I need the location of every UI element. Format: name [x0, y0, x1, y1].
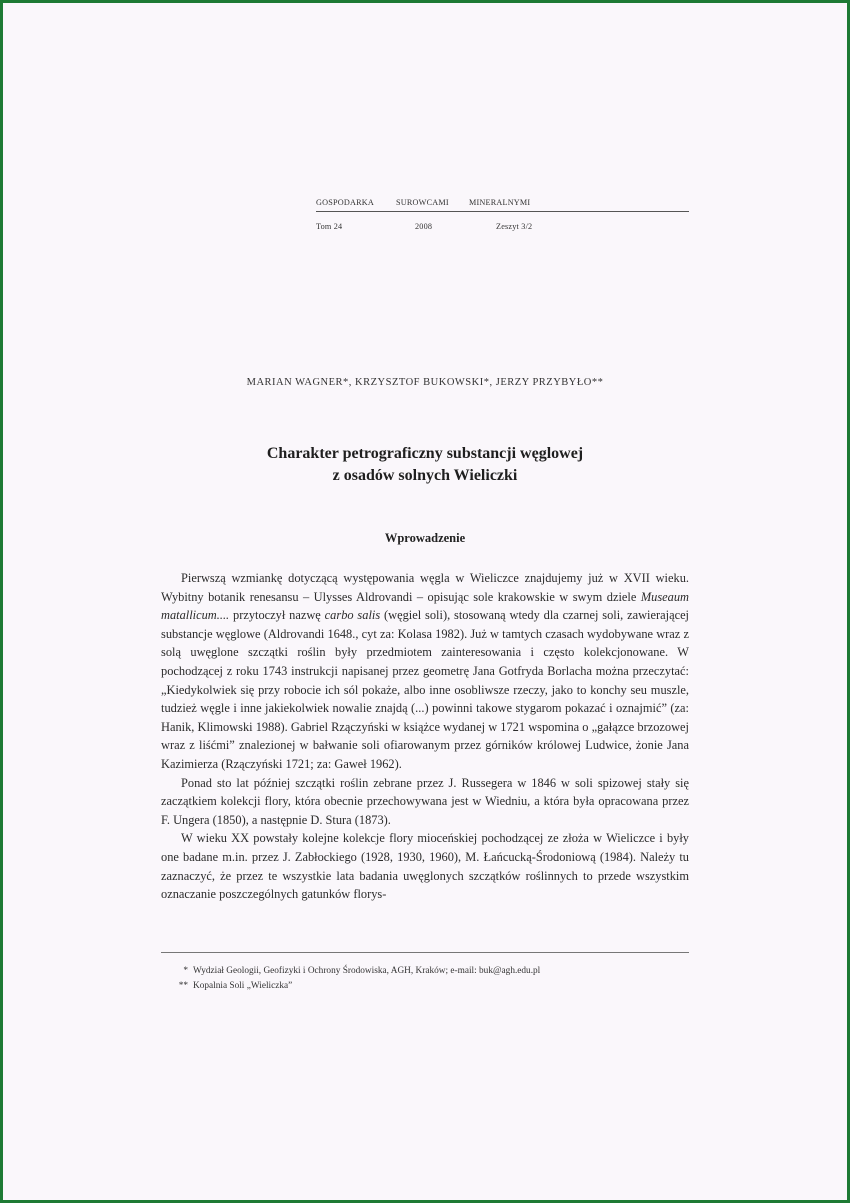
- italic-text: carbo salis: [324, 608, 381, 623]
- body-text: [161, 569, 689, 904]
- footnote-mark: **: [178, 981, 188, 991]
- section-heading: Wprowadzenie: [384, 531, 466, 545]
- paragraph-text: W wieku XX powstały kolejne kolekcje flory mioceńskiej pochodzącej ze złoża w Wieliczce i były one badane m.in. przez J. Zabłockiego (1928, 1930, 1960), M. Łańcucką-Środoniową (1984). Należy tu zaznaczyć, że przez te wszystkie lata badania uwęglonych szczątków roślinnych to przede wszystkim oznaczanie poszczególnych gatunków florys-: [161, 831, 689, 902]
- paragraph-text: Ponad sto lat później szczątki roślin zebrane przez J. Russegera w 1846 w soli spizowej stały się zaczątkiem kolekcji flory, która obecnie przechowywana jest w Wiedniu, a która była opracowana przez F. Ungera (1850), a następnie D. Stura (1873).: [161, 775, 689, 827]
- footnote-text: Kopalnia Soli „Wieliczka”: [193, 981, 293, 991]
- paragraph: [161, 829, 689, 903]
- journal-name-part: GOSPODARKA: [316, 198, 374, 207]
- journal-volume: Tom 24: [316, 222, 343, 231]
- author-list: MARIAN WAGNER*, KRZYSZTOF BUKOWSKI*, JERZY PRZYBYŁO**: [246, 377, 604, 388]
- title-line-1: Charakter petrograficzny substancji węglowej: [266, 445, 584, 462]
- footnote-text: Wydział Geologii, Geofizyki i Ochrony Środowiska, AGH, Kraków; e-mail: buk@agh.edu.pl: [193, 966, 541, 976]
- journal-year: 2008: [415, 222, 433, 231]
- paper-title: [161, 443, 689, 487]
- journal-name-part: SUROWCAMI: [396, 198, 449, 207]
- journal-rule: [316, 211, 689, 212]
- footnotes: [161, 964, 689, 994]
- paragraph-text: (węgiel soli), stosowaną wtedy dla czarnej soli, zawierającej substancje węglowe (Aldrovandi 1648., cyt za: Kolasa 1982). Już w tamtych czasach wydobywane wraz z solą uwęglone szczątki roślin były przedmiotem zainteresowania i często kolekcjonowane. W pochodzącej z roku 1743 instrukcji napisanej przez geometrę Jana Gotfryda Borlacha można przeczytać: „Kiedykolwiek się przy robocie ich sól pokaże, albo inne osobliwsze rzeczy, jako to konchy seu muszle, tudzież węgle i inne jakiekolwiek nowalie znajdą (...) powinni takowe stygarom pokazać i oznajmić” (za: Hanik, Klimowski 1988). Gabriel Rzączyński w książce wydanej w 1721 wspomina o „gałązce brzozowej wraz z liśćmi” znalezionej w bałwanie soli ofiarowanym przez górników królowej Ludwice, żonie Jana Kazimierza (Rzączyński 1721; za: Gaweł 1962).: [161, 608, 690, 771]
- paragraph-text: przytoczył nazwę: [229, 608, 325, 623]
- paragraph-text: Pierwszą wzmiankę dotyczącą występowania węgla w Wieliczce znajdujemy już w XVII wieku. Wybitny botanik renesansu – Ulysses Aldrovandi – opisując sole krakowskie w swym dziele: [161, 571, 689, 604]
- title-line-2: z osadów solnych Wieliczki: [332, 467, 518, 484]
- footnote: [161, 964, 689, 979]
- journal-name-part: MINERALNYMI: [469, 198, 531, 207]
- paragraph: [161, 774, 689, 830]
- italic-text: Museaum matallicum....: [161, 589, 689, 623]
- footnote-rule: [161, 952, 689, 953]
- footnote: [161, 979, 689, 994]
- footnote-mark: *: [183, 966, 188, 976]
- journal-issue: Zeszyt 3/2: [496, 222, 533, 231]
- paragraph: [161, 569, 689, 774]
